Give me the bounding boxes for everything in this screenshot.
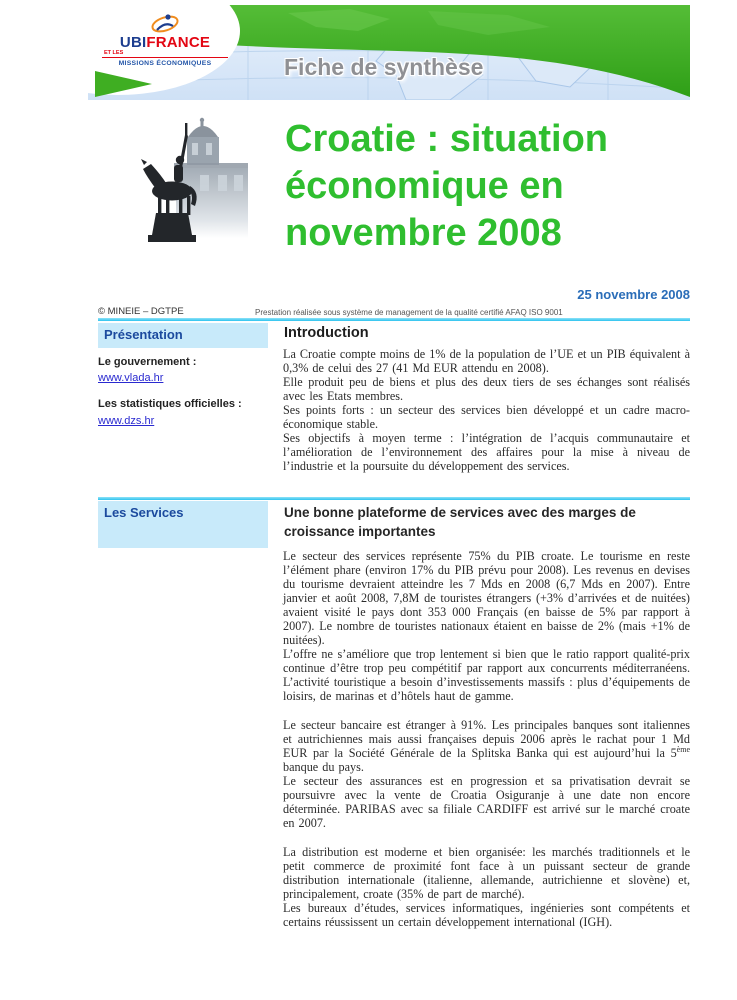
ubifrance-figure-icon [100, 11, 230, 35]
equestrian-statue-illustration [130, 113, 248, 248]
logo-red-rule [102, 57, 228, 58]
logo-france-text: FRANCE [146, 34, 211, 51]
header-banner [88, 5, 690, 100]
document-title: Croatie : situation économique en novembre 2008 [285, 118, 609, 254]
services-paragraph: La distribution est moderne et bien organisée: les marchés traditionnels et le petit commerce de proximité font face à un puissant secteur de grande distribution internationale (italienne, allemande, autrichienne et slovène) et, principalement, croate (35% de part de marché). [283, 845, 690, 901]
banner-title: Fiche de synthèse [284, 54, 484, 80]
statue-photo [130, 113, 248, 248]
ubifrance-logo [100, 11, 230, 67]
introduction-heading: Introduction [284, 325, 369, 341]
services-heading: Une bonne plateforme de services avec des marges de croissance importantes [284, 505, 636, 539]
sidebar-section-services: Les Services [98, 501, 268, 548]
intro-paragraph: Ses points forts : un secteur des services bien développé et un cadre macro-économique stable. [283, 403, 690, 431]
logo-et-les-text: ET LES [104, 50, 124, 56]
document-date: 25 novembre 2008 [577, 287, 690, 302]
section-divider-services [98, 497, 690, 500]
services-paragraph: Le secteur des services représente 75% du PIB croate. Le tourisme en reste l’élément phare (environ 17% du PIB prévu pour 2008). Les revenus en devises du tourisme devraient atteindre les 7 Mds en 2008 (6,7 Mds en 2007). Entre janvier et août 2008, 7,8M de touristes étrangers (+3% d’arrivées et de nuitées) avaient visité le pays dont 353 000 Français (en baisse de 5% par rapport à 2007). Le nombre de touristes nationaux étaient en baisse de 2% (mais +1% de nuitées). [283, 549, 690, 647]
logo-missions-text: MISSIONS ÉCONOMIQUES [118, 60, 212, 67]
services-paragraph [283, 718, 690, 774]
services-paragraph: Les bureaux d’études, services informatiques, ingénieries sont compétents et certains réussissent un certain développement international (IGH). [283, 901, 690, 929]
quality-certification-note: Prestation réalisée sous système de management de la qualité certifié AFAQ ISO 9001 [255, 308, 563, 317]
paragraph-group-tourism [283, 549, 690, 703]
services-paragraph: Le secteur des assurances est en progression et sa privatisation devrait se poursuivre avec la vente de Croatia Osiguranje à une date non encore déterminée. PARIBAS avec sa filiale CARDIFF est arrivé sur le marché croate en 2007. [283, 774, 690, 830]
sidebar-government-label: Le gouvernement : [98, 356, 197, 368]
statistics-link[interactable]: www.dzs.hr [98, 415, 155, 427]
ordinal-superscript: ème [676, 744, 690, 754]
services-body [283, 549, 690, 944]
logo-wordmark [100, 35, 230, 50]
intro-paragraph: Ses objectifs à moyen terme : l’intégration de l’acquis communautaire et l’amélioration de l’environnement des affaires pour la mise à niveau de l’industrie et la poursuite du développement des services. [283, 431, 690, 473]
sidebar-statistics-label: Les statistiques officielles : [98, 398, 242, 410]
copyright-text: © MINEIE – DGTPE [98, 306, 184, 317]
paragraph-group-distribution [283, 845, 690, 929]
banking-text-end: banque du pays. [283, 760, 364, 774]
introduction-body [283, 347, 690, 473]
paragraph-group-banking [283, 718, 690, 830]
logo-ubi-text: UBI [119, 34, 147, 51]
banking-text: Le secteur bancaire est étranger à 91%. Les principales banques sont italiennes et autrichiennes mais aussi françaises depuis 2006 après le rachat pour 1 Md EUR par la Société Générale de la Splitska Banka qui est aujourd’hui la 5 [283, 718, 690, 760]
services-paragraph: L’offre ne s’améliore que trop lentement si bien que le ratio rapport qualité-prix continue d’être trop peu compétitif par rapport aux concurrents méditerranéens. L’activité touristique a besoin d’investissements massifs : plus d’équipements de loisirs, de marinas et d’hôtels haut de gamme. [283, 647, 690, 703]
sidebar-section-presentation: Présentation [98, 323, 268, 348]
government-link[interactable]: www.vlada.hr [98, 372, 164, 384]
section-divider-top [98, 318, 690, 321]
intro-paragraph: La Croatie compte moins de 1% de la population de l’UE et un PIB équivalent à 0,3% de celui des 27 (41 Md EUR attendu en 2008). [283, 347, 690, 375]
intro-paragraph: Elle produit peu de biens et plus des deux tiers de ses échanges sont réalisés avec les Etats membres. [283, 375, 690, 403]
